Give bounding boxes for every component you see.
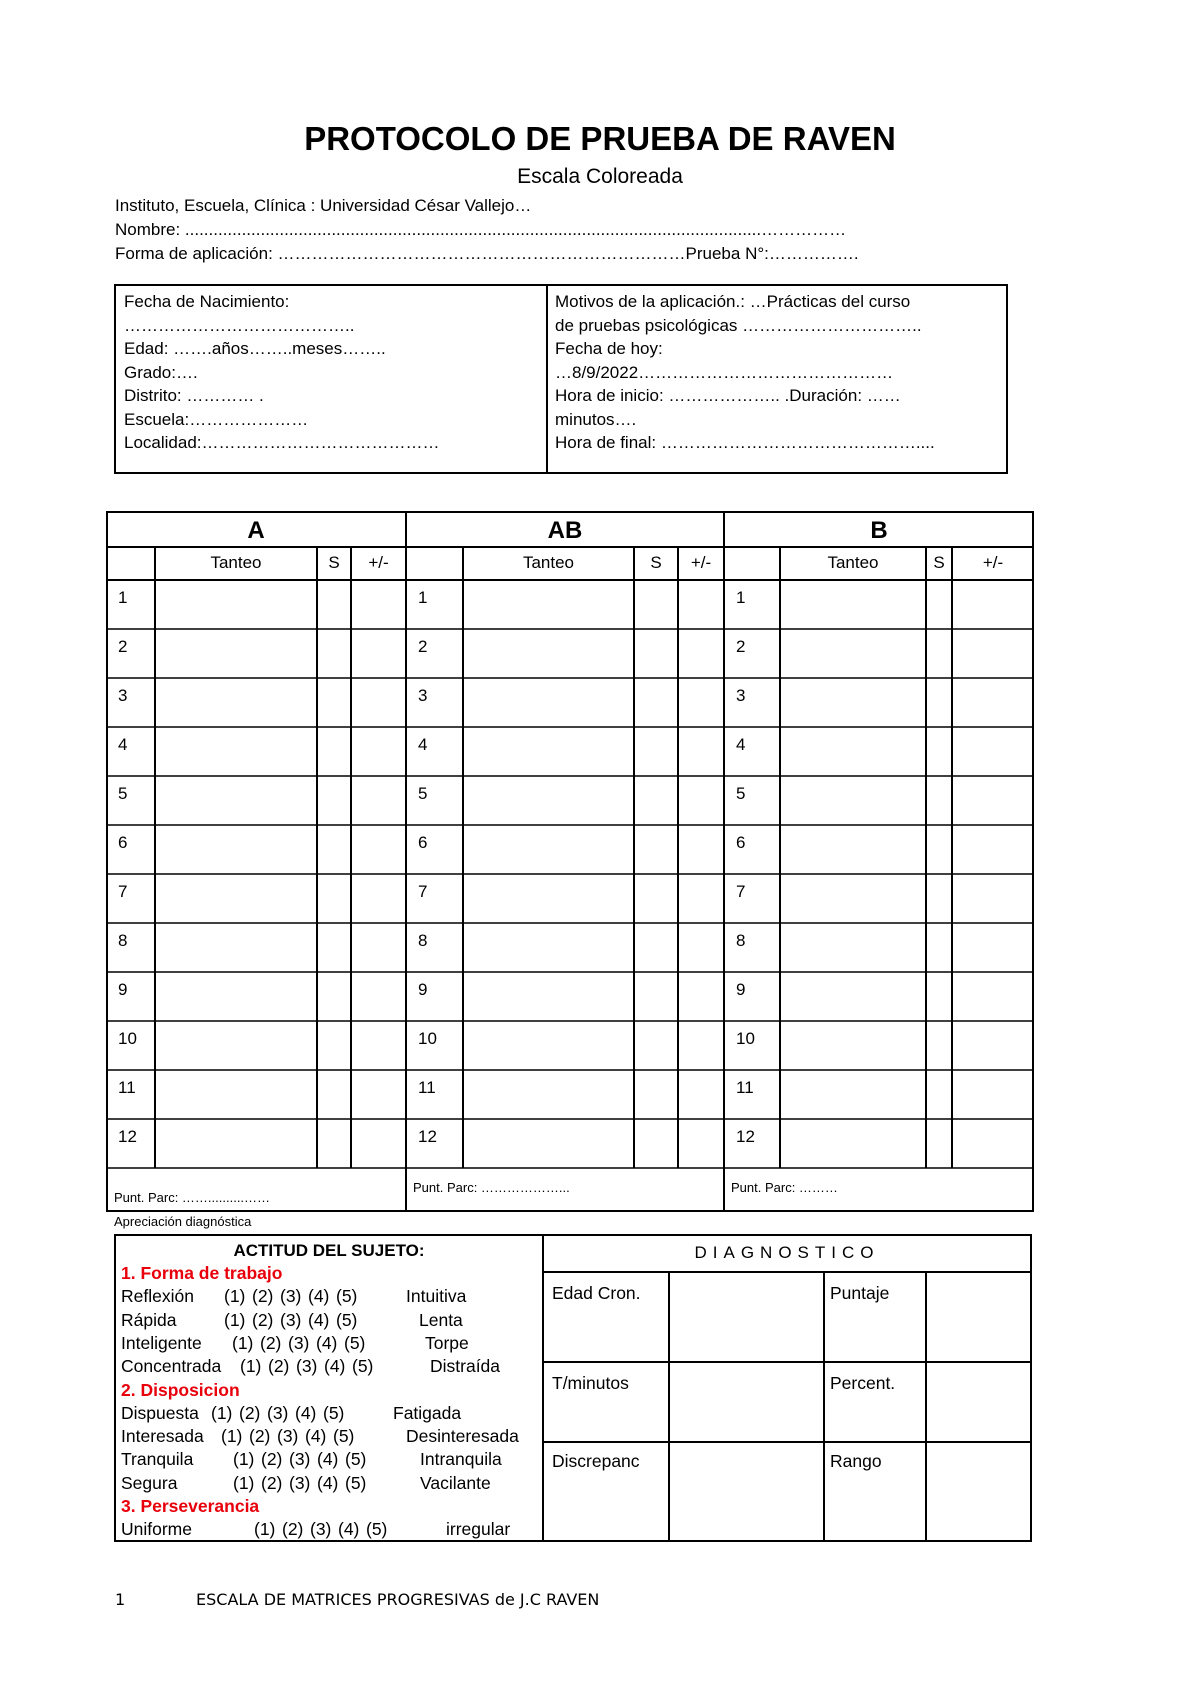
hora-final-line: Hora de final: ……………………………………….... <box>555 433 935 452</box>
footer-text: ESCALA DE MATRICES PROGRESIVAS de J.C RAVEN <box>196 1590 600 1609</box>
actitud-section-heading: 3. Perseverancia <box>121 1496 260 1516</box>
section-ab-row-number: 9 <box>418 980 428 999</box>
apreciacion-label: Apreciación diagnóstica <box>114 1214 252 1229</box>
section-ab-row-number: 1 <box>418 588 428 607</box>
actitud-item-right-label: Desinteresada <box>406 1426 519 1447</box>
actitud-scale-option-1[interactable]: (1) <box>254 1519 276 1540</box>
actitud-scale-option-2[interactable]: (2) <box>249 1426 271 1447</box>
section-b-row-number: 6 <box>736 833 746 852</box>
actitud-scale-option-1[interactable]: (1) <box>233 1449 255 1470</box>
section-ab-row-number: 7 <box>418 882 428 901</box>
actitud-scale-option-1[interactable]: (1) <box>211 1402 233 1423</box>
page-title: PROTOCOLO DE PRUEBA DE RAVEN <box>304 120 896 157</box>
fecha-hoy-value: …8/9/2022……………………………………… <box>555 362 894 382</box>
actitud-scale-option-1[interactable]: (1) <box>232 1332 254 1353</box>
section-b-row-number: 2 <box>736 637 746 656</box>
actitud-scale-option-4[interactable]: (4) <box>308 1309 330 1330</box>
section-a-row-number: 4 <box>118 735 128 754</box>
actitud-scale-option-2[interactable]: (2) <box>260 1332 282 1353</box>
actitud-item-left-label: Interesada <box>121 1426 204 1447</box>
rango-label: Rango <box>830 1451 882 1471</box>
actitud-item-right-label: Lenta <box>419 1309 463 1330</box>
localidad-line: Localidad:…………………………………… <box>124 433 440 452</box>
section-b-puntaje-parcial: Punt. Parc: ……… <box>731 1180 838 1195</box>
motivos-line-2: de pruebas psicológicas ………………………….. <box>555 315 922 335</box>
section-ab-row-number: 3 <box>418 686 428 705</box>
section-b-header: B <box>870 517 888 544</box>
section-a-header: A <box>247 517 265 544</box>
actitud-scale-option-1[interactable]: (1) <box>240 1356 262 1377</box>
actitud-scale-option-4[interactable]: (4) <box>305 1426 327 1447</box>
actitud-section-heading: 1. Forma de trabajo <box>121 1263 283 1283</box>
actitud-scale-option-1[interactable]: (1) <box>233 1472 255 1493</box>
section-ab-pm-header: +/- <box>690 553 712 572</box>
nombre-line: Nombre: ..........................................................................................................................…………… <box>115 220 847 239</box>
grado-line: Grado:…. <box>124 362 198 382</box>
actitud-scale-option-2[interactable]: (2) <box>261 1472 283 1493</box>
section-b-row-number: 3 <box>736 686 746 705</box>
section-a-row-number: 11 <box>118 1078 136 1097</box>
section-a-puntaje-parcial: Punt. Parc: ……..........…… <box>114 1190 271 1205</box>
actitud-scale-option-2[interactable]: (2) <box>239 1402 261 1423</box>
section-b-tanteo-header: Tanteo <box>827 553 879 572</box>
actitud-scale-option-5[interactable]: (5) <box>345 1472 367 1493</box>
section-a-s-header: S <box>328 553 340 572</box>
actitud-scale-option-5[interactable]: (5) <box>366 1519 388 1540</box>
actitud-scale-option-4[interactable]: (4) <box>308 1286 330 1307</box>
section-a-row-number: 5 <box>118 784 128 803</box>
institution-line: Instituto, Escuela, Clínica : Universidad César Vallejo… <box>115 196 532 215</box>
motivos-line: Motivos de la aplicación.: …Prácticas del curso <box>555 292 911 311</box>
section-ab-row-number: 6 <box>418 833 428 852</box>
section-a-tanteo-header: Tanteo <box>210 553 262 572</box>
info-box <box>114 284 1008 474</box>
forma-aplicacion-line: Forma de aplicación: ………………………………………………………………Prueba N°:……………. <box>115 244 859 263</box>
section-ab-row-number: 10 <box>418 1029 437 1048</box>
section-ab-row-number: 8 <box>418 931 428 950</box>
score-grid-lines <box>106 511 1034 1212</box>
edad-line: Edad: …….años……..meses…….. <box>124 339 386 358</box>
actitud-scale-option-4[interactable]: (4) <box>317 1472 339 1493</box>
hora-inicio-line: Hora de inicio: ……………….. .Duración: …… <box>555 386 901 405</box>
puntaje-label: Puntaje <box>830 1283 890 1303</box>
actitud-section-heading: 2. Disposicion <box>121 1379 240 1400</box>
actitud-item-right-label: Vacilante <box>420 1472 491 1493</box>
actitud-scale-option-4[interactable]: (4) <box>316 1332 338 1353</box>
section-ab-row-number: 11 <box>418 1078 436 1097</box>
page-number: 1 <box>115 1590 126 1609</box>
actitud-scale-option-3[interactable]: (3) <box>289 1472 311 1493</box>
info-right-column <box>548 286 1006 472</box>
section-a-row-number: 9 <box>118 980 128 999</box>
actitud-item-left-label: Tranquila <box>121 1449 194 1470</box>
section-ab-s-header: S <box>650 553 662 572</box>
edad-cron-label: Edad Cron. <box>552 1283 641 1303</box>
section-b-s-header: S <box>933 553 945 572</box>
escuela-line: Escuela:………………… <box>124 409 309 429</box>
actitud-scale-option-3[interactable]: (3) <box>310 1519 332 1540</box>
actitud-scale-option-4[interactable]: (4) <box>317 1449 339 1470</box>
section-a-row-number: 8 <box>118 931 128 950</box>
actitud-item-right-label: Intuitiva <box>406 1286 467 1307</box>
section-b-row-number: 9 <box>736 980 746 999</box>
fecha-hoy-label: Fecha de hoy: <box>555 339 663 358</box>
actitud-scale-option-5[interactable]: (5) <box>345 1449 367 1470</box>
actitud-scale-option-3[interactable]: (3) <box>289 1449 311 1470</box>
section-a-row-number: 1 <box>118 588 128 607</box>
section-a-row-number: 2 <box>118 637 128 656</box>
actitud-item-right-label: Distraída <box>430 1356 501 1377</box>
actitud-scale-option-2[interactable]: (2) <box>252 1286 274 1307</box>
actitud-item-left-label: Rápida <box>121 1309 177 1330</box>
section-a-pm-header: +/- <box>368 553 389 572</box>
score-grid <box>106 511 1034 1212</box>
section-b-row-number: 5 <box>736 784 746 803</box>
actitud-scale-option-5[interactable]: (5) <box>323 1402 345 1423</box>
section-ab-header: AB <box>547 517 583 544</box>
actitud-item-right-label: Fatigada <box>393 1402 462 1423</box>
diagnostico-title: DIAGNOSTICO <box>694 1243 880 1262</box>
actitud-scale-option-5[interactable]: (5) <box>336 1286 358 1307</box>
actitud-panel <box>114 1234 542 1542</box>
actitud-scale-option-3[interactable]: (3) <box>267 1402 289 1423</box>
section-b-row-number: 1 <box>736 588 746 607</box>
actitud-scale-option-2[interactable]: (2) <box>261 1449 283 1470</box>
section-ab-row-number: 2 <box>418 637 428 656</box>
section-ab-tanteo-header: Tanteo <box>522 553 575 572</box>
actitud-scale-option-2[interactable]: (2) <box>252 1309 274 1330</box>
actitud-item-left-label: Segura <box>121 1472 178 1493</box>
section-b-pm-header: +/- <box>982 553 1004 572</box>
section-a-row-number: 7 <box>118 882 128 901</box>
actitud-item-right-label: Intranquila <box>420 1449 502 1470</box>
actitud-scale-option-4[interactable]: (4) <box>324 1356 346 1377</box>
section-ab-row-number: 4 <box>418 735 428 754</box>
section-b-row-number: 4 <box>736 735 746 754</box>
actitud-item-left-label: Dispuesta <box>121 1402 199 1423</box>
actitud-scale-option-3[interactable]: (3) <box>296 1356 318 1377</box>
page-subtitle: Escala Coloreada <box>517 165 683 188</box>
distrito-line: Distrito: ………… . <box>124 386 264 405</box>
actitud-scale-option-3[interactable]: (3) <box>280 1286 302 1307</box>
actitud-scale-option-5[interactable]: (5) <box>344 1332 366 1353</box>
section-b-row-number: 12 <box>736 1127 755 1146</box>
actitud-title: ACTITUD DEL SUJETO: <box>233 1241 425 1260</box>
section-a-row-number: 6 <box>118 833 128 852</box>
actitud-scale-option-1[interactable]: (1) <box>221 1426 243 1447</box>
actitud-scale-option-1[interactable]: (1) <box>224 1309 246 1330</box>
fecha-nacimiento-value: ………………………………….. <box>124 315 355 335</box>
t-minutos-label: T/minutos <box>552 1373 629 1393</box>
section-ab-puntaje-parcial: Punt. Parc: ………………... <box>413 1180 570 1195</box>
actitud-scale-option-2[interactable]: (2) <box>268 1356 290 1377</box>
actitud-scale-option-5[interactable]: (5) <box>336 1309 358 1330</box>
section-b-row-number: 10 <box>736 1029 755 1048</box>
actitud-scale-option-1[interactable]: (1) <box>224 1286 246 1307</box>
actitud-item-right-label: irregular <box>446 1519 511 1540</box>
minutos-line: minutos…. <box>555 409 637 429</box>
discrepancia-label: Discrepanc <box>552 1451 640 1471</box>
diagnostico-panel <box>542 1234 1032 1542</box>
percent-label: Percent. <box>830 1373 896 1393</box>
actitud-scale-option-4[interactable]: (4) <box>338 1519 360 1540</box>
section-b-row-number: 11 <box>736 1078 754 1097</box>
actitud-scale-option-5[interactable]: (5) <box>333 1426 355 1447</box>
actitud-scale-option-4[interactable]: (4) <box>295 1402 317 1423</box>
fecha-nacimiento-label: Fecha de Nacimiento: <box>124 292 290 311</box>
section-a-row-number: 12 <box>118 1127 137 1146</box>
actitud-item-left-label: Concentrada <box>121 1356 222 1377</box>
actitud-item-left-label: Reflexión <box>121 1286 194 1307</box>
section-a-row-number: 3 <box>118 686 128 705</box>
actitud-scale-option-3[interactable]: (3) <box>280 1309 302 1330</box>
actitud-scale-option-2[interactable]: (2) <box>282 1519 304 1540</box>
actitud-item-right-label: Torpe <box>425 1332 469 1353</box>
actitud-scale-option-5[interactable]: (5) <box>352 1356 374 1377</box>
info-left-column <box>116 286 548 472</box>
section-ab-row-number: 12 <box>418 1127 437 1146</box>
section-ab-row-number: 5 <box>418 784 428 803</box>
section-b-row-number: 7 <box>736 882 746 901</box>
actitud-item-left-label: Inteligente <box>121 1332 202 1353</box>
actitud-scale-option-3[interactable]: (3) <box>288 1332 310 1353</box>
section-a-row-number: 10 <box>118 1029 137 1048</box>
actitud-item-left-label: Uniforme <box>121 1519 192 1540</box>
actitud-scale-option-3[interactable]: (3) <box>277 1426 299 1447</box>
section-b-row-number: 8 <box>736 931 746 950</box>
